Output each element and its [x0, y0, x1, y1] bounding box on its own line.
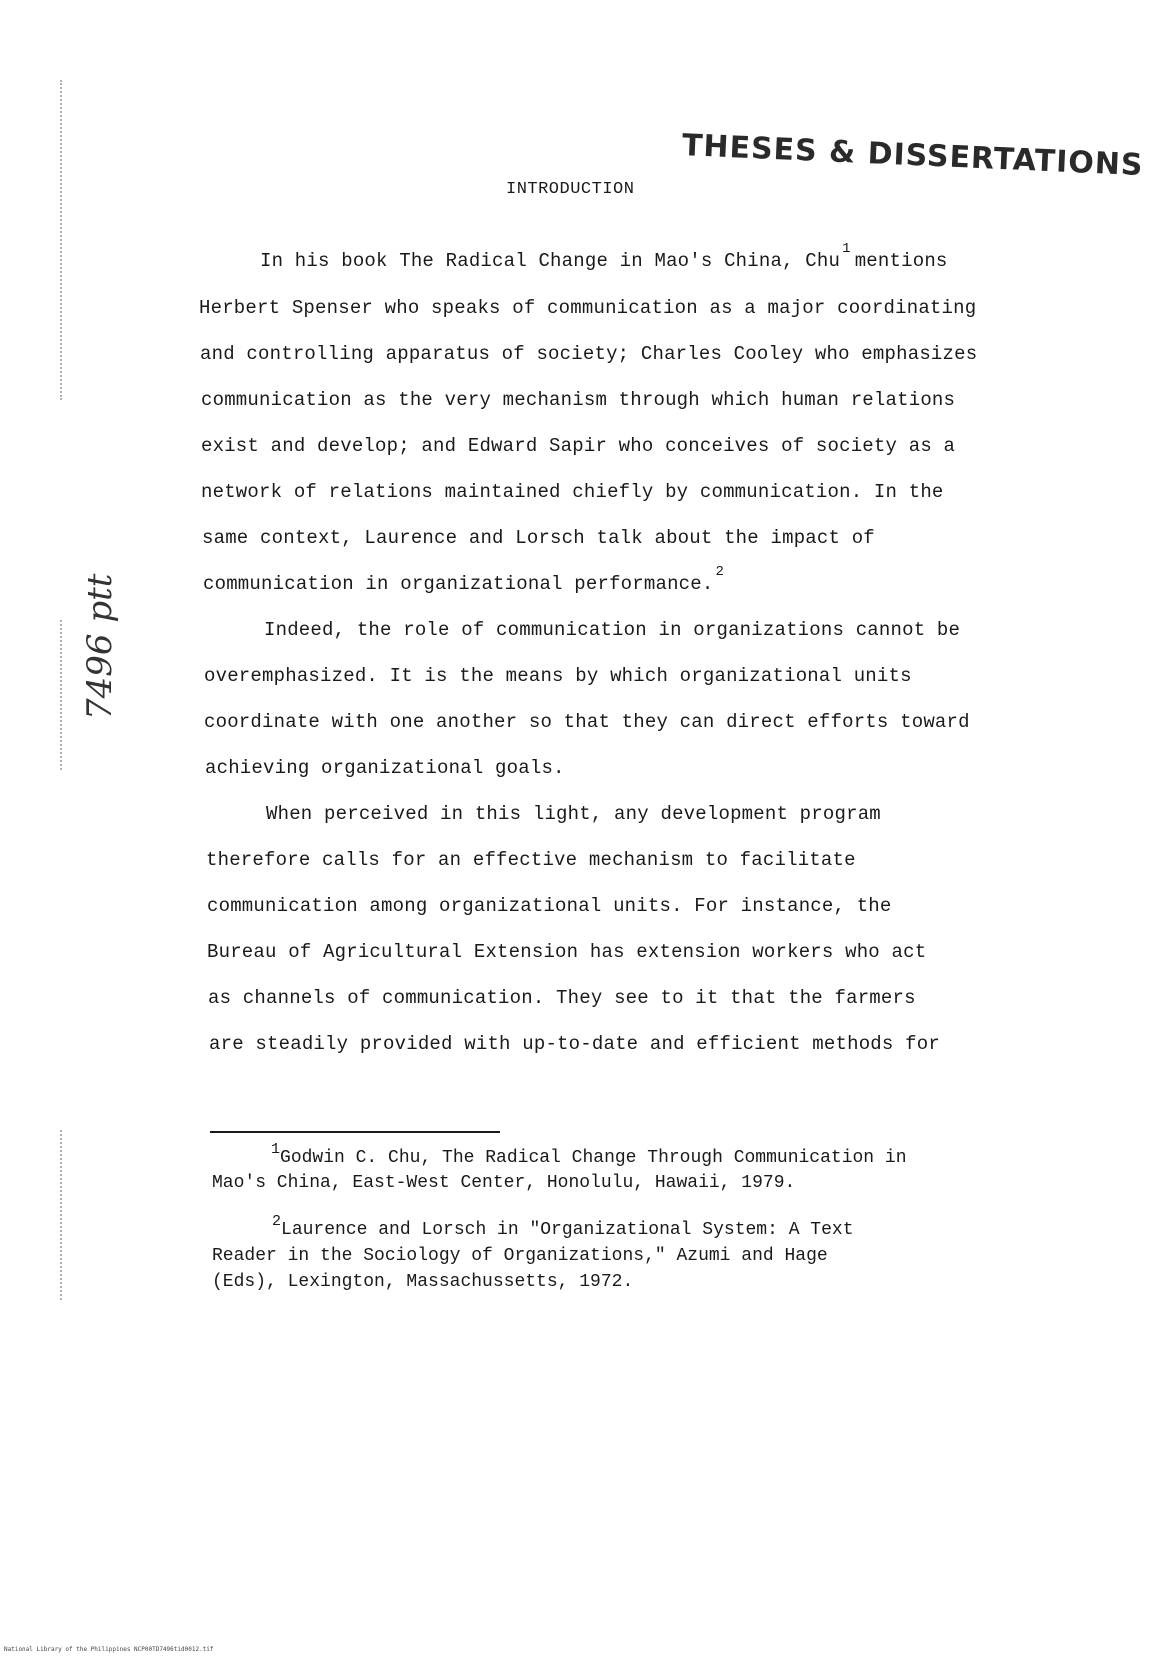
footnote-1-line-2: Mao's China, East-West Center, Honolulu, Hawaii, 1979.	[212, 1173, 796, 1193]
handwritten-margin-note: 7496 ptt	[80, 573, 120, 720]
paragraph-2-line-1: Indeed, the role of communication in organizations cannot be	[264, 619, 961, 641]
paragraph-2-line-4: achieving organizational goals.	[205, 757, 565, 779]
paragraph-3-line-2: therefore calls for an effective mechanism to facilitate	[206, 849, 856, 871]
margin-dots-top	[60, 80, 65, 400]
footnote-2-line-3: (Eds), Lexington, Massachussetts, 1972.	[212, 1272, 634, 1292]
footnote-1-text: Godwin C. Chu, The Radical Change Through Communication in	[280, 1148, 907, 1168]
paragraph-1-line-2: Herbert Spenser who speaks of communication as a major coordinating	[199, 297, 977, 319]
footnote-divider	[210, 1131, 500, 1133]
paragraph-1-line-8	[203, 564, 728, 595]
paragraph-1-line-7: same context, Laurence and Lorsch talk about the impact of	[202, 527, 875, 549]
margin-dots-middle	[60, 620, 65, 770]
paragraph-1-line-1-text-b: mentions	[854, 250, 948, 272]
paragraph-3-line-5: as channels of communication. They see to it that the farmers	[208, 987, 916, 1009]
paragraph-3-line-1: When perceived in this light, any development program	[266, 803, 881, 825]
footnote-1-number: 1	[271, 1141, 281, 1158]
footnote-ref-2: 2	[715, 564, 725, 580]
paragraph-1-line-3: and controlling apparatus of society; Charles Cooley who emphasizes	[200, 343, 978, 365]
footnote-2-line-1	[272, 1213, 854, 1240]
footnote-2-text: Laurence and Lorsch in "Organizational System: A Text	[281, 1220, 854, 1240]
margin-dots-bottom	[60, 1130, 65, 1300]
scan-footer: National Library of the Philippines NCP00TD7496tid0012.tif	[4, 1646, 214, 1653]
paragraph-1-line-8-text: communication in organizational performance.	[203, 573, 714, 595]
paragraph-1-line-4: communication as the very mechanism through which human relations	[201, 389, 956, 411]
paragraph-3-line-3: communication among organizational units. For instance, the	[207, 895, 892, 917]
paragraph-1-line-5: exist and develop; and Edward Sapir who conceives of society as a	[201, 435, 956, 457]
paragraph-2-line-2: overemphasized. It is the means by which organizational units	[204, 665, 912, 687]
paragraph-1-line-1-text-a: In his book The Radical Change in Mao's China, Chu	[260, 250, 841, 272]
footnote-1-line-1	[271, 1141, 907, 1168]
paragraph-1-line-1	[260, 241, 948, 272]
footnote-2-line-2: Reader in the Sociology of Organizations," Azumi and Hage	[212, 1246, 828, 1266]
paragraph-3-line-4: Bureau of Agricultural Extension has extension workers who act	[207, 941, 927, 963]
footnote-ref-1: 1	[842, 241, 851, 257]
page-title: INTRODUCTION	[506, 180, 635, 199]
paragraph-2-line-3: coordinate with one another so that they can direct efforts toward	[204, 711, 970, 733]
theses-dissertations-stamp: THESES & DISSERTATIONS	[681, 128, 1145, 184]
paragraph-3-line-6: are steadily provided with up-to-date and efficient methods for	[209, 1033, 940, 1055]
footnote-2-number: 2	[272, 1213, 282, 1230]
paragraph-1-line-6: network of relations maintained chiefly by communication. In the	[201, 481, 944, 503]
